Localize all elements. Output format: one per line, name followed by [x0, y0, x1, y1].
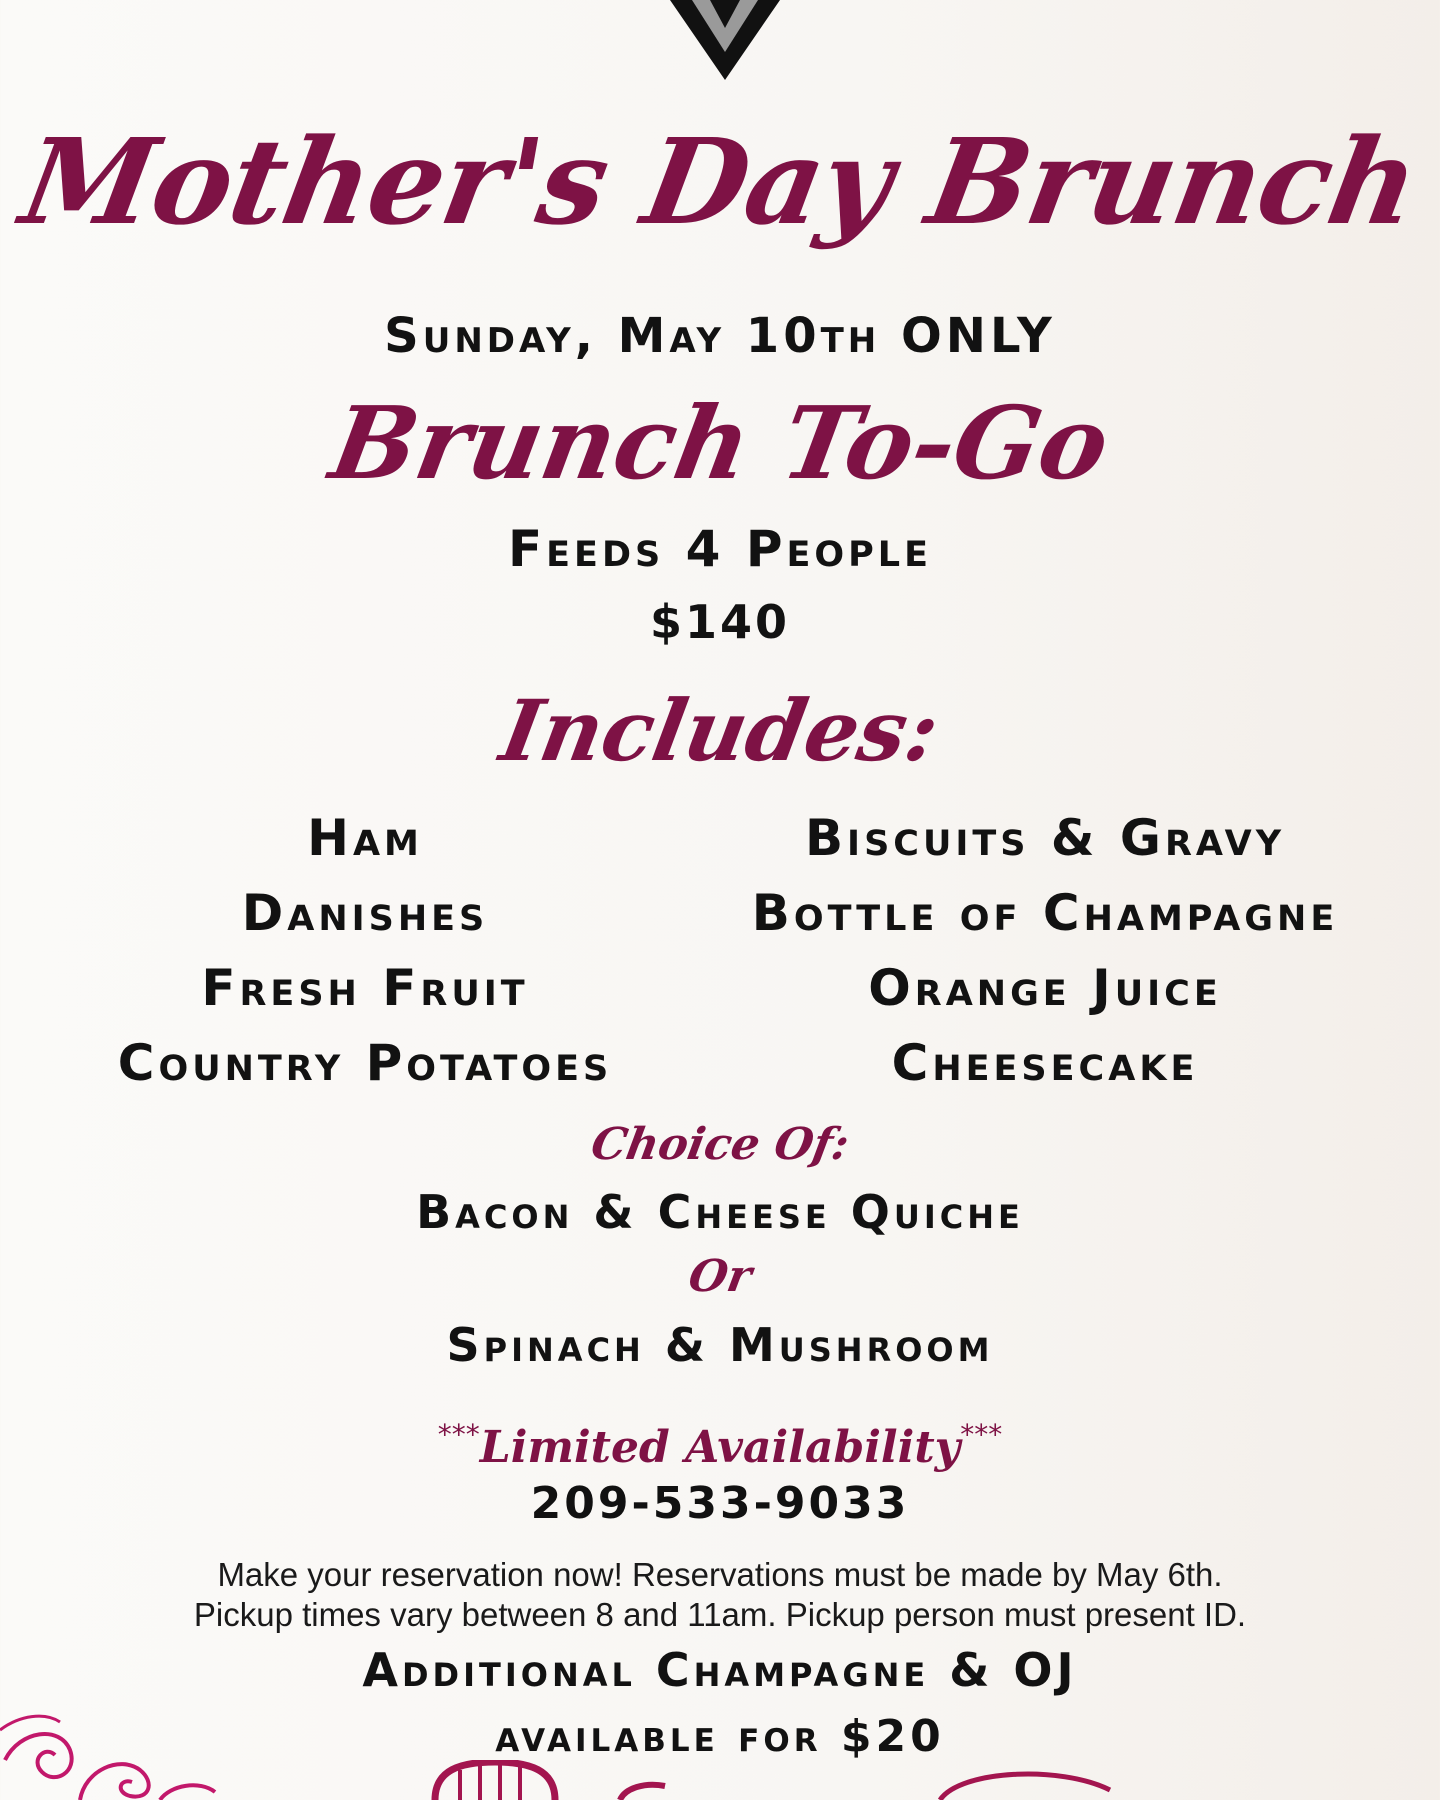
menu-item: Country Potatoes: [117, 1034, 613, 1092]
menu-items-left-column: [40, 808, 690, 1108]
choice-heading: Choice Of:: [587, 1119, 853, 1170]
menu-items-right-column: [685, 808, 1405, 1108]
menu-item: Bottle of Champagne: [751, 884, 1339, 942]
inverted-triangle-logo-icon: [670, 0, 780, 84]
menu-item: Cheesecake: [891, 1034, 1199, 1092]
offer-name: Brunch To-Go: [322, 384, 1118, 502]
includes-heading: Includes:: [493, 681, 947, 780]
menu-item: Ham: [307, 809, 423, 867]
availability-text: Limited Availability: [479, 1422, 961, 1473]
menu-item: Orange Juice: [868, 959, 1222, 1017]
additional-offer-line2: available for $20: [495, 1711, 945, 1762]
reservation-note: Make your reservation now! Reservations must be made by May 6th.: [217, 1556, 1223, 1593]
availability-stars-left: ***: [437, 1418, 480, 1451]
pickup-note: Pickup times vary between 8 and 11am. Pickup person must present ID.: [193, 1596, 1247, 1633]
phone-number[interactable]: 209-533-9033: [530, 1478, 910, 1529]
menu-item: Fresh Fruit: [201, 959, 529, 1017]
additional-offer-line1: Additional Champagne & OJ: [362, 1643, 1078, 1697]
menu-items: [0, 808, 1440, 1108]
quiche-option-a: Bacon & Cheese Quiche: [416, 1185, 1024, 1239]
availability-note: [0, 1405, 1440, 1478]
availability-stars-right: ***: [960, 1418, 1003, 1451]
food-illustration-icon: [420, 1760, 1120, 1800]
choice-separator: Or: [684, 1251, 756, 1302]
event-date: Sunday, May 10th ONLY: [384, 308, 1056, 364]
menu-item: Biscuits & Gravy: [804, 809, 1286, 867]
pink-swirl-flourish-icon: [0, 1700, 260, 1800]
quiche-option-b: Spinach & Mushroom: [446, 1318, 994, 1372]
offer-price: $140: [649, 595, 791, 649]
page-title: Mother's Day Brunch: [12, 112, 1428, 251]
menu-item: Danishes: [241, 884, 489, 942]
serving-size: Feeds 4 People: [507, 520, 932, 578]
